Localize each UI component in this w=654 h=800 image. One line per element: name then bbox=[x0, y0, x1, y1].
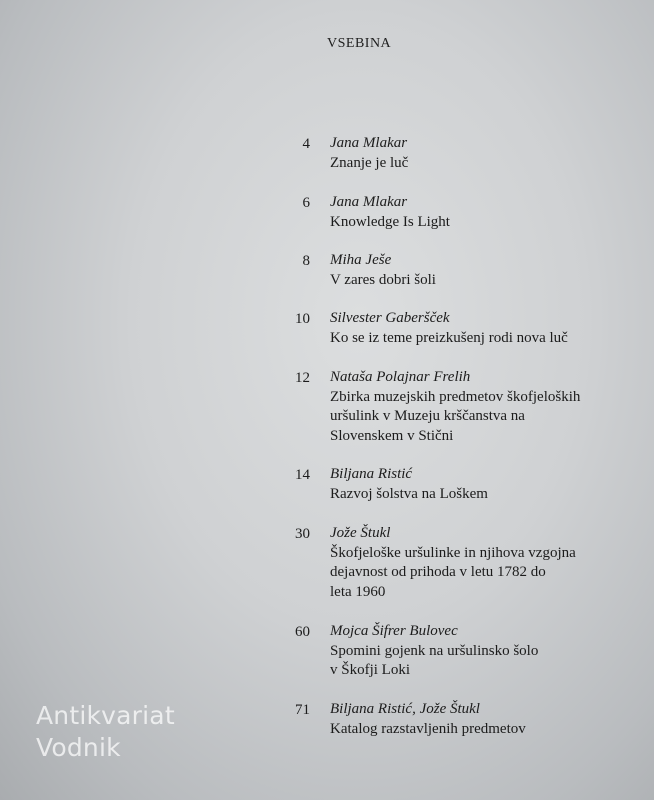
toc-text bbox=[330, 524, 630, 602]
toc-author: Jana Mlakar bbox=[330, 135, 408, 151]
toc-title: Spomini gojenk na uršulinsko šolo v Škofji Loki bbox=[330, 642, 539, 678]
toc-text bbox=[330, 193, 630, 232]
toc-author: Jože Štukl bbox=[330, 525, 391, 541]
toc-text bbox=[330, 309, 630, 348]
toc-title: Znanje je luč bbox=[330, 154, 409, 171]
toc-page-number: 30 bbox=[295, 526, 310, 542]
toc-page-number: 10 bbox=[295, 311, 310, 327]
toc-author: Nataša Polajnar Frelih bbox=[330, 369, 471, 385]
contents-heading: VSEBINA bbox=[327, 36, 392, 51]
toc-title: Zbirka muzejskih predmetov škofjeloških uršulink v Muzeju krščanstva na Slovenskem v Stični bbox=[330, 388, 581, 444]
toc-text bbox=[330, 134, 630, 173]
toc-page-number: 12 bbox=[295, 370, 310, 386]
toc-title: Ko se iz teme preizkušenj rodi nova luč bbox=[330, 329, 568, 346]
toc-text bbox=[330, 251, 630, 290]
toc-author: Biljana Ristić bbox=[330, 466, 413, 482]
toc-text bbox=[330, 622, 630, 681]
toc-page-number: 71 bbox=[295, 702, 310, 718]
toc-title: Katalog razstavljenih predmetov bbox=[330, 720, 526, 737]
toc-page-number: 6 bbox=[302, 195, 310, 211]
toc-text bbox=[330, 465, 630, 504]
toc-title: Škofjeloške uršulinke in njihova vzgojna dejavnost od prihoda v letu 1782 do leta 1960 bbox=[330, 544, 576, 600]
toc-title: V zares dobri šoli bbox=[330, 271, 436, 288]
toc-author: Mojca Šifrer Bulovec bbox=[330, 623, 458, 639]
watermark-line: Vodnik bbox=[36, 733, 121, 762]
toc-title: Razvoj šolstva na Loškem bbox=[330, 485, 488, 502]
toc-author: Jana Mlakar bbox=[330, 194, 408, 210]
toc-page-number: 60 bbox=[295, 624, 310, 640]
watermark-line: Antikvariat bbox=[36, 701, 175, 730]
toc-text bbox=[330, 700, 630, 739]
toc-author: Biljana Ristić, Jože Štukl bbox=[330, 701, 480, 717]
toc-page-number: 4 bbox=[302, 136, 310, 152]
watermark bbox=[36, 700, 175, 764]
toc-author: Silvester Gaberšček bbox=[330, 310, 450, 326]
toc-text bbox=[330, 368, 630, 446]
toc-title: Knowledge Is Light bbox=[330, 213, 450, 230]
toc-page-number: 8 bbox=[302, 253, 310, 269]
toc-page-number: 14 bbox=[295, 467, 310, 483]
toc-author: Miha Ješe bbox=[330, 252, 392, 268]
